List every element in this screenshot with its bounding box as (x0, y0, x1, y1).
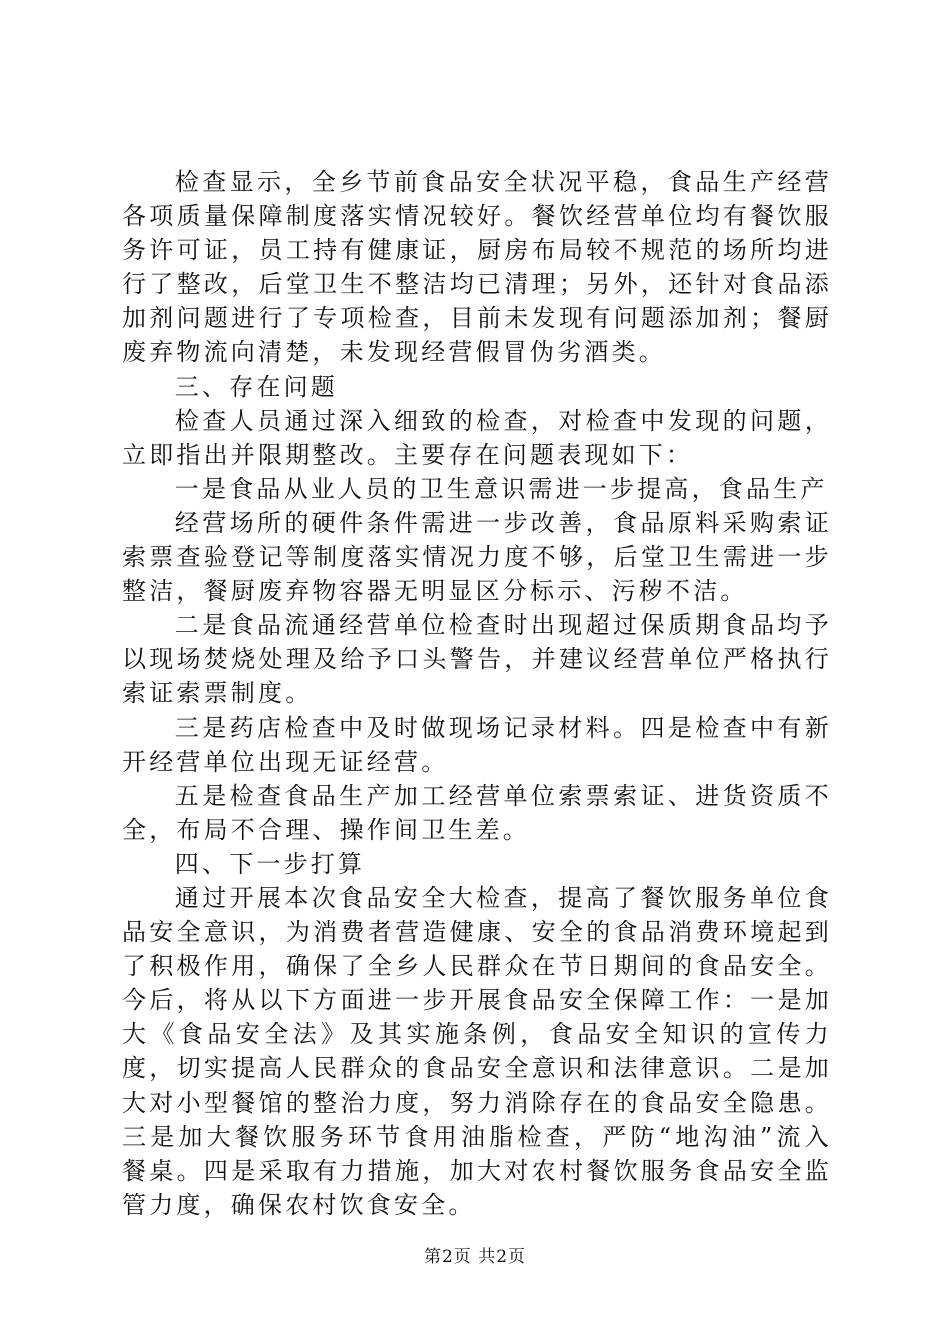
paragraph-problem-one-continued: 经营场所的硬件条件需进一步改善，食品原料采购索证索票查验登记等制度落实情况力度不够，后堂卫生需进一步整洁，餐厨废弃物容器无明显区分标示、污秽不洁。 (122, 508, 832, 606)
paragraph-problem-one-start: 一是食品从业人员的卫生意识需进一步提高，食品生产 (174, 474, 828, 503)
paragraph-inspection-summary: 检查显示，全乡节前食品安全状况平稳，食品生产经营各项质量保障制度落实情况较好。餐饮经营单位均有餐饮服务许可证，员工持有健康证，厨房布局较不规范的场所均进行了整改，后堂卫生不整洁均已清理；另外，还针对食品添加剂问题进行了专项检查，目前未发现有问题添加剂；餐厨废弃物流向清楚，未发现经营假冒伪劣酒类。 (122, 168, 832, 367)
paragraph-next-steps: 通过开展本次食品安全大检查，提高了餐饮服务单位食品安全意识，为消费者营造健康、安全的食品消费环境起到了积极作用，确保了全乡人民群众在节日期间的食品安全。今后，将从以下方面进一步开展食品安全保障工作：一是加大《食品安全法》及其实施条例，食品安全知识的宣传力度，切实提高人民群众的食品安全意识和法律意识。二是加大对小型餐馆的整治力度，努力消除存在的食品安全隐患。三是加大餐饮服务环节食用油脂检查，严防“地沟油”流入餐桌。四是采取有力措施，加大对农村餐饮服务食品安全监管力度，确保农村饮食安全。 (122, 883, 832, 1219)
page-footer: 第2页 共2页 (423, 1247, 527, 1267)
section-heading-next-steps: 四、下一步打算 (174, 849, 366, 878)
paragraph-problem-five: 五是检查食品生产加工经营单位索票索证、进货资质不全，布局不合理、操作间卫生差。 (122, 781, 832, 844)
section-heading-problems: 三、存在问题 (174, 372, 338, 401)
document-body (122, 165, 832, 1222)
paragraph-problem-two: 二是食品流通经营单位检查时出现超过保质期食品均予以现场焚烧处理及给予口头警告，并建议经营单位严格执行索证索票制度。 (122, 611, 832, 708)
paragraph-problem-three-four: 三是药店检查中及时做现场记录材料。四是检查中有新开经营单位出现无证经营。 (122, 713, 832, 776)
paragraph-problems-intro: 检查人员通过深入细致的检查，对检查中发现的问题，立即指出并限期整改。主要存在问题表现如下： (122, 406, 832, 469)
